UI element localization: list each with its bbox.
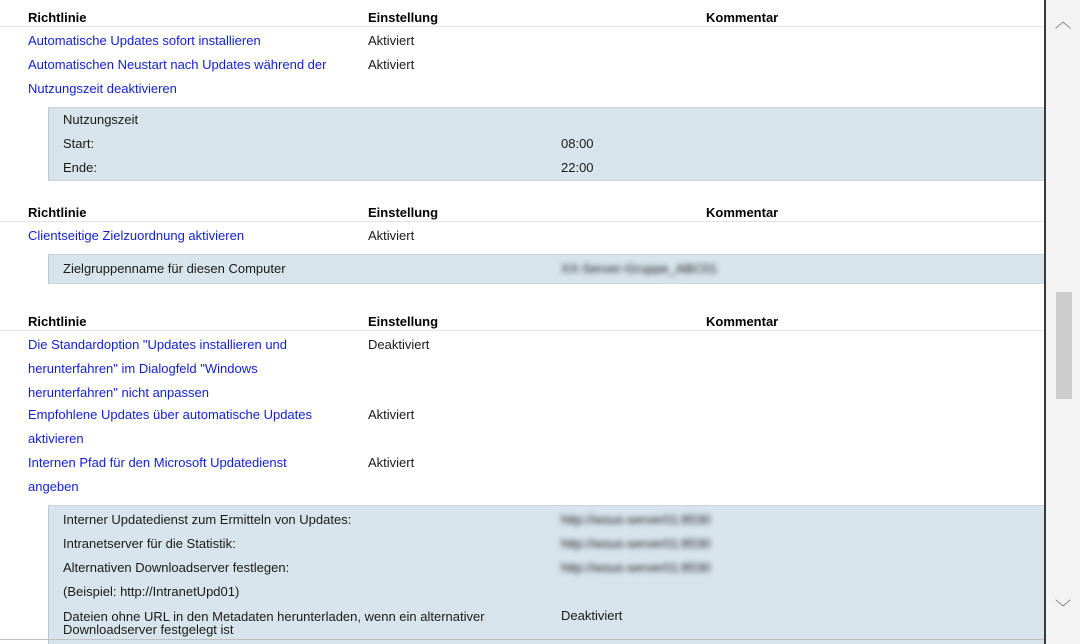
detail-row xyxy=(49,556,1045,580)
column-header-comment: Kommentar xyxy=(706,314,779,329)
detail-key: Nutzungszeit xyxy=(63,112,139,127)
policy-setting: Aktiviert xyxy=(368,33,415,48)
detail-value: 22:00 xyxy=(561,160,594,175)
policy-link[interactable]: Internen Pfad für den Microsoft Updatedienst angeben xyxy=(28,455,287,494)
policy-setting: Deaktiviert xyxy=(368,337,430,352)
column-header-policy: Richtlinie xyxy=(28,205,87,220)
column-header-row xyxy=(0,0,1045,27)
policy-row xyxy=(0,449,1045,505)
column-header-comment: Kommentar xyxy=(706,205,779,220)
policy-section xyxy=(0,0,1045,181)
detail-key: Start: xyxy=(63,136,95,151)
chevron-down-icon: ﹀ xyxy=(1054,600,1071,617)
detail-value-redacted: http://wsus-server01:8530 xyxy=(561,560,711,575)
policy-row xyxy=(0,27,1045,51)
detail-key: Dateien ohne URL in den Metadaten herunterladen, wenn ein alternativer Downloadserver festgelegt ist xyxy=(63,609,485,637)
vertical-scrollbar[interactable] xyxy=(1046,0,1080,644)
detail-row xyxy=(49,132,1045,156)
chevron-up-icon: ︿ xyxy=(1054,14,1071,31)
column-header-setting: Einstellung xyxy=(368,205,439,220)
section-spacer xyxy=(0,284,1045,304)
detail-row xyxy=(49,257,1045,281)
policy-row xyxy=(0,401,1045,449)
detail-value-redacted: http://wsus-server01:8530 xyxy=(561,512,711,527)
policy-setting: Aktiviert xyxy=(368,407,415,422)
policy-section xyxy=(0,195,1045,284)
scroll-up-button[interactable] xyxy=(1046,12,1080,34)
policy-row xyxy=(0,222,1045,254)
detail-row xyxy=(49,532,1045,556)
detail-row xyxy=(49,156,1045,180)
policy-link[interactable]: Automatische Updates sofort installieren xyxy=(28,33,261,48)
column-header-setting: Einstellung xyxy=(368,314,439,329)
detail-row xyxy=(49,604,1045,637)
policy-link[interactable]: Automatischen Neustart nach Updates während der Nutzungszeit deaktivieren xyxy=(28,57,327,96)
detail-key: Zielgruppenname für diesen Computer xyxy=(63,261,286,276)
policy-link[interactable]: Clientseitige Zielzuordnung aktivieren xyxy=(28,228,245,243)
detail-value-redacted: http://wsus-server01:8530 xyxy=(561,536,711,551)
column-header-row xyxy=(0,195,1045,222)
policy-link[interactable]: Empfohlene Updates über automatische Updates aktivieren xyxy=(28,407,313,446)
column-header-policy: Richtlinie xyxy=(28,314,87,329)
bottom-divider xyxy=(0,639,1044,640)
policy-row xyxy=(0,51,1045,107)
detail-key: (Beispiel: http://IntranetUpd01) xyxy=(63,584,240,599)
detail-key: Intranetserver für die Statistik: xyxy=(63,536,236,551)
policy-section xyxy=(0,304,1045,644)
policy-setting: Aktiviert xyxy=(368,455,415,470)
detail-row xyxy=(49,580,1045,604)
policy-setting: Aktiviert xyxy=(368,57,415,72)
detail-value: 08:00 xyxy=(561,136,594,151)
detail-value-redacted: XX-Server-Gruppe_ABC01 xyxy=(561,261,718,276)
policy-detail-panel xyxy=(48,107,1045,181)
scrollbar-thumb[interactable] xyxy=(1056,292,1072,399)
column-header-setting: Einstellung xyxy=(368,10,439,25)
column-header-comment: Kommentar xyxy=(706,10,779,25)
detail-value: Deaktiviert xyxy=(561,608,623,623)
scroll-down-button[interactable] xyxy=(1046,598,1080,620)
column-header-policy: Richtlinie xyxy=(28,10,87,25)
policy-row xyxy=(0,331,1045,401)
column-header-row xyxy=(0,304,1045,331)
detail-key: Alternativen Downloadserver festlegen: xyxy=(63,560,290,575)
policy-detail-panel xyxy=(48,505,1045,644)
policy-link[interactable]: Die Standardoption "Updates installieren und herunterfahren" im Dialogfeld "Windows herunterfahren" nicht anpassen xyxy=(28,337,288,400)
section-spacer xyxy=(0,181,1045,195)
detail-key: Interner Updatedienst zum Ermitteln von Updates: xyxy=(63,512,352,527)
policy-detail-panel xyxy=(48,254,1045,284)
detail-row xyxy=(49,108,1045,132)
policy-setting: Aktiviert xyxy=(368,228,415,243)
detail-row xyxy=(49,508,1045,532)
detail-key: Ende: xyxy=(63,160,97,175)
